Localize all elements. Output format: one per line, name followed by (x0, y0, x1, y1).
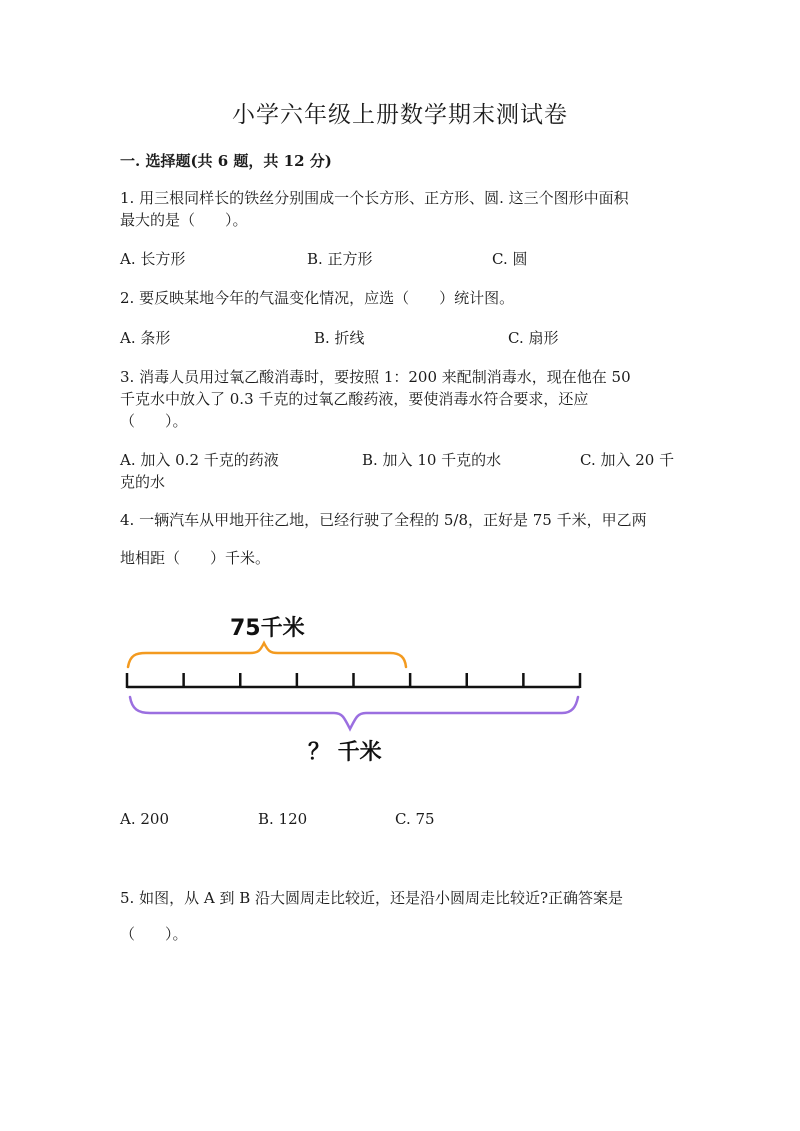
segment-diagram (110, 605, 600, 775)
question-2-option-b: B. 折线 (314, 329, 365, 347)
known-part-label: 75千米 (230, 616, 305, 641)
question-3-option-b: B. 加入 10 千克的水 (362, 451, 502, 469)
total-part-label: ？ 千米 (308, 740, 382, 765)
question-2-line-1: 2. 要反映某地今年的气温变化情况，应选（ ）统计图。 (120, 289, 515, 307)
question-3-line-1: 3. 消毒人员用过氧乙酸消毒时，要按照 1：200 来配制消毒水，现在他在 50 (120, 368, 631, 386)
question-4-line-1: 4. 一辆汽车从甲地开往乙地，已经行驶了全程的 5/8，正好是 75 千米，甲乙两 (120, 511, 647, 529)
question-5-line-2: （ ）。 (120, 925, 188, 943)
question-4-option-b: B. 120 (258, 810, 308, 828)
known-part-brace (128, 643, 406, 667)
page-title: 小学六年级上册数学期末测试卷 (232, 102, 568, 128)
question-4-option-a: A. 200 (120, 810, 169, 828)
question-1-line-2: 最大的是（ ）。 (120, 211, 248, 229)
question-3-line-3: （ ）。 (120, 412, 188, 430)
question-3-option-c-wrap: 克的水 (120, 473, 166, 491)
question-2-option-a: A. 条形 (120, 329, 171, 347)
question-1-line-1: 1. 用三根同样长的铁丝分别围成一个长方形、正方形、圆. 这三个图形中面积 (120, 189, 629, 207)
section-heading: 一. 选择题(共 6 题，共 12 分) (120, 152, 332, 170)
question-3-line-2: 千克水中放入了 0.3 千克的过氧乙酸药液，要使消毒水符合要求，还应 (120, 390, 589, 408)
question-5-line-1: 5. 如图，从 A 到 B 沿大圆周走比较近，还是沿小圆周走比较近?正确答案是 (120, 889, 624, 907)
question-3-option-c: C. 加入 20 千 (580, 451, 675, 469)
question-1-option-b: B. 正方形 (307, 250, 373, 268)
question-2-option-c: C. 扇形 (508, 329, 559, 347)
question-1-option-c: C. 圆 (492, 250, 528, 268)
question-4-option-c: C. 75 (395, 810, 435, 828)
question-3-option-a: A. 加入 0.2 千克的药液 (120, 451, 279, 469)
total-part-brace (130, 697, 578, 729)
question-4-line-2: 地相距（ ）千米。 (120, 549, 271, 567)
question-1-option-a: A. 长方形 (120, 250, 186, 268)
